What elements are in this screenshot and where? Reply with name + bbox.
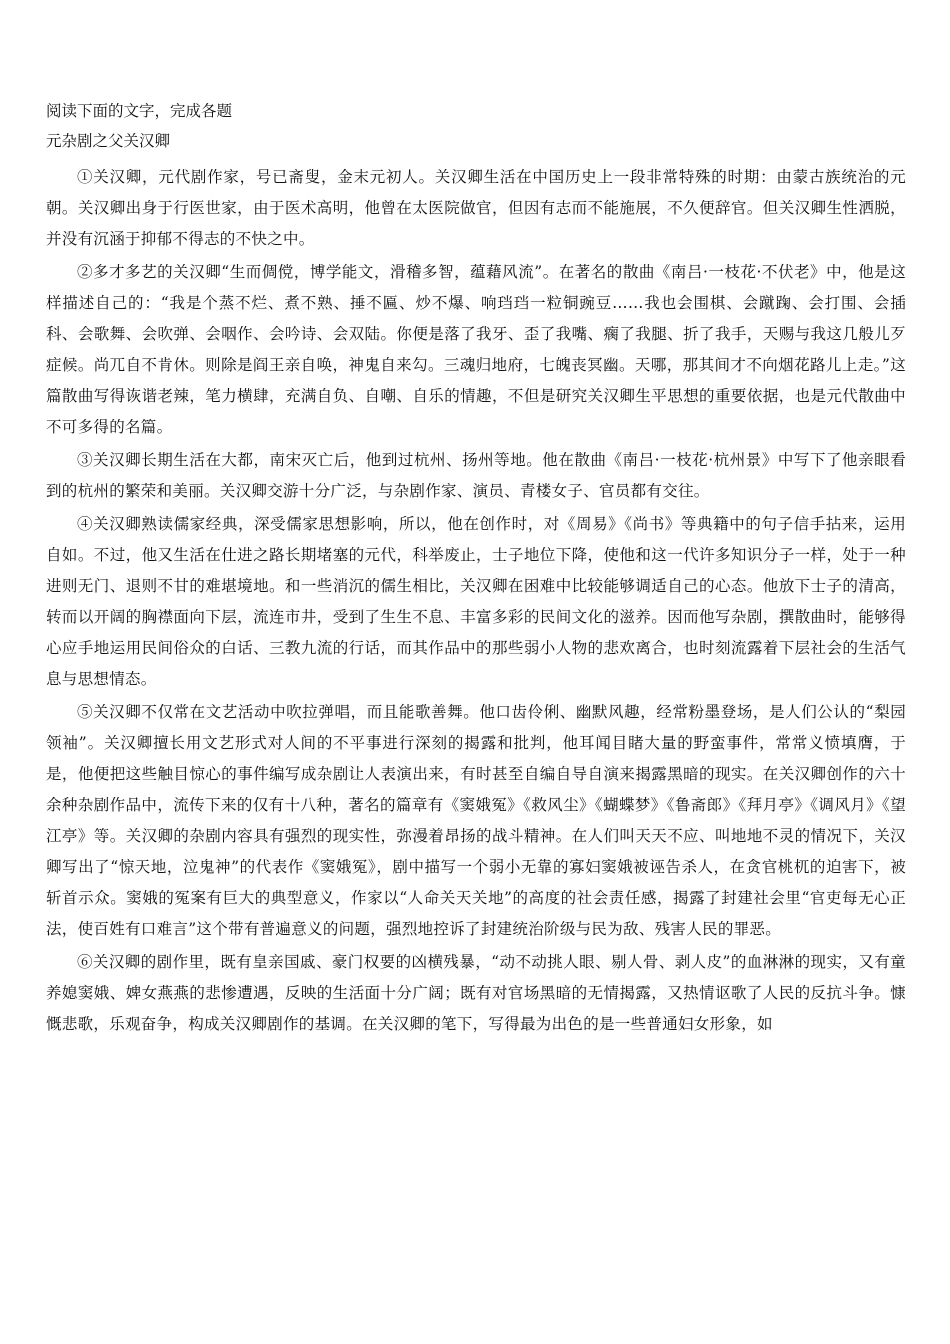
paragraph-4: ④关汉卿熟读儒家经典，深受儒家思想影响，所以，他在创作时，对《周易》《尚书》等典籍中的句子信手拈来，运用自如。不过，他又生活在仕进之路长期堵塞的元代，科举废止，士子地位下降，使他和这一代许多知识分子一样，处于一种进则无门、退则不甘的难堪境地。和一些消沉的儒生相比，关汉卿在困难中比较能够调适自己的心态。他放下士子的清高，转而以开阔的胸襟面向下层，流连市井，受到了生生不息、丰富多彩的民间文化的滋养。因而他写杂剧，撰散曲时，能够得心应手地运用民间俗众的白话、三教九流的行话，而其作品中的那些弱小人物的悲欢离合，也时刻流露着下层社会的生活气息与思想情态。 <box>46 515 906 688</box>
paragraph-6: ⑥关汉卿的剧作里，既有皇亲国戚、豪门权要的凶横残暴，“动不动挑人眼、剔人骨、剥人皮”的血淋淋的现实，又有童养媳窦娥、婢女燕燕的悲惨遭遇，反映的生活面十分广阔；既有对官场黑暗的无情揭露，又热情讴歌了人民的反抗斗争。慷慨悲歌，乐观奋争，构成关汉卿剧作的基调。在关汉卿的笔下，写得最为出色的是一些普通妇女形象，如 <box>46 953 906 1033</box>
reading-instruction: 阅读下面的文字，完成各题 <box>46 102 233 120</box>
paragraph-3: ③关汉卿长期生活在大都，南宋灭亡后，他到过杭州、扬州等地。他在散曲《南吕·一枝花·杭州景》中写下了他亲眼看到的杭州的繁荣和美丽。关汉卿交游十分广泛，与杂剧作家、演员、青楼女子、官员都有交往。 <box>46 451 906 500</box>
paragraph-5: ⑤关汉卿不仅常在文艺活动中吹拉弹唱，而且能歌善舞。他口齿伶俐、幽默风趣，经常粉墨登场，是人们公认的“梨园领袖”。关汉卿擅长用文艺形式对人间的不平事进行深刻的揭露和批判，他耳闻目睹大量的野蛮事件，常常义愤填膺，于是，他便把这些触目惊心的事件编写成杂剧让人表演出来，有时甚至自编自导自演来揭露黑暗的现实。在关汉卿创作的六十余种杂剧作品中，流传下来的仅有十八种，著名的篇章有《窦娥冤》《救风尘》《蝴蝶梦》《鲁斋郎》《拜月亭》《调风月》《望江亭》等。关汉卿的杂剧内容具有强烈的现实性，弥漫着昂扬的战斗精神。在人们叫天天不应、叫地地不灵的情况下，关汉卿写出了“惊天地，泣鬼神”的代表作《窦娥冤》，剧中描写一个弱小无靠的寡妇窦娥被诬告杀人，在贪官桃杌的迫害下，被斩首示众。窦娥的冤案有巨大的典型意义，作家以“人命关天关地”的高度的社会责任感，揭露了封建社会里“官吏每无心正法，使百姓有口难言”这个带有普遍意义的问题，强烈地控诉了封建统治阶级与民为敌、残害人民的罪恶。 <box>46 703 906 938</box>
paragraph-1: ①关汉卿，元代剧作家，号已斋叟，金末元初人。关汉卿生活在中国历史上一段非常特殊的时期：由蒙古族统治的元朝。关汉卿出身于行医世家，由于医术高明，他曾在太医院做官，但因有志而不能施展，不久便辞官。但关汉卿生性洒脱，并没有沉涵于抑郁不得志的不快之中。 <box>46 168 906 248</box>
paragraph-2: ②多才多艺的关汉卿“生而倜傥，博学能文，滑稽多智，蕴藉风流”。在著名的散曲《南吕·一枝花·不伏老》中，他是这样描述自己的：“我是个蒸不烂、煮不熟、捶不匾、炒不爆、响珰珰一粒铜豌豆……我也会围棋、会蹴踘、会打围、会插科、会歌舞、会吹弹、会咽作、会吟诗、会双陆。你便是落了我牙、歪了我嘴、瘸了我腿、折了我手，天赐与我这几般儿歹症候。尚兀自不肯休。则除是阎王亲自唤，神鬼自来勾。三魂归地府，七魄丧冥幽。天哪，那其间才不向烟花路儿上走。”这篇散曲写得诙谐老辣，笔力横肆，充满自负、自嘲、自乐的情趣，不但是研究关汉卿生平思想的重要依据，也是元代散曲中不可多得的名篇。 <box>46 263 906 436</box>
article-title: 元杂剧之父关汉卿 <box>46 132 171 150</box>
